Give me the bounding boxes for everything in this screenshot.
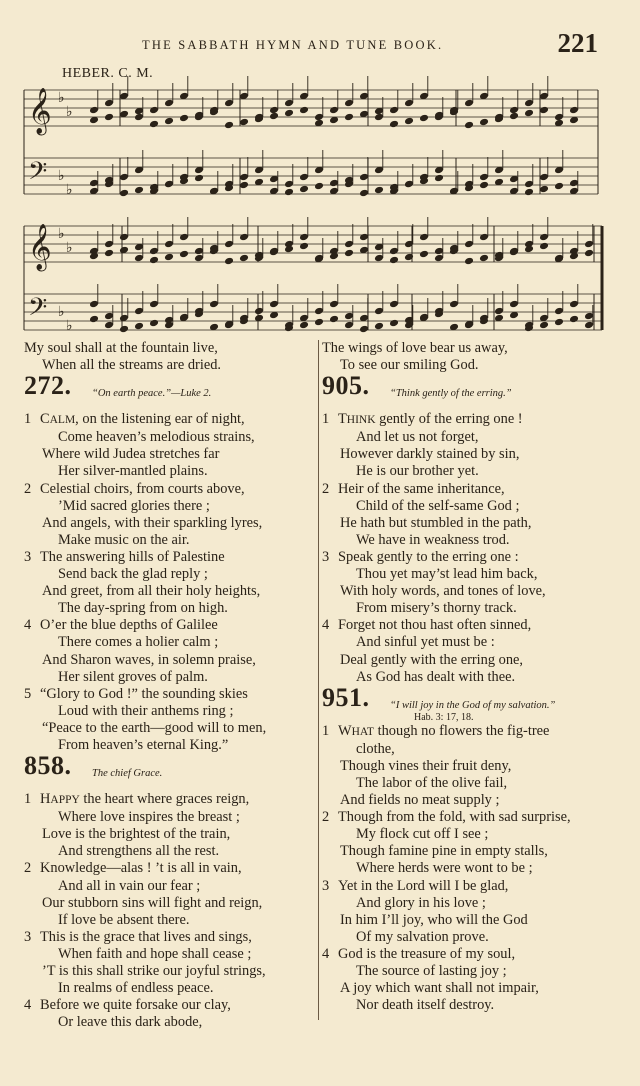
page-number: 221: [557, 28, 598, 58]
verse-text: There comes a holier calm ;: [58, 634, 219, 651]
verse-text: “Glory to God !” the sounding skies: [40, 685, 248, 702]
verse-line: [24, 532, 314, 549]
verse-line: [24, 686, 314, 703]
note-head: [539, 106, 549, 115]
left-hymns: [24, 371, 314, 1031]
stanza-number: 2: [24, 480, 32, 497]
continuation-line: To see our smiling God.: [340, 357, 479, 374]
verse-line: [322, 912, 634, 929]
verse-line: [322, 997, 634, 1014]
note-head: [299, 242, 309, 251]
column-divider: [318, 340, 319, 1020]
note-head: [239, 118, 249, 127]
flat-sign: ♭: [66, 240, 73, 256]
note-head: [479, 181, 489, 190]
verse-text: Though vines their fruit deny,: [340, 757, 512, 774]
initial-word-rest: APPY: [50, 794, 80, 807]
verse-text: And Sharon waves, in solemn praise,: [42, 651, 256, 668]
stanza-number: 4: [24, 617, 32, 634]
verse-text: Her silver-mantled plains.: [58, 463, 208, 480]
verse-line: [24, 826, 314, 843]
verse-line: [322, 758, 634, 775]
note-head: [404, 117, 414, 126]
running-title: THE SABBATH HYMN AND TUNE BOOK.: [142, 38, 444, 52]
verse-text: ’T is this shall strike our joyful strings,: [42, 963, 266, 979]
bass-clef: 𝄢: [28, 293, 48, 328]
verse-line: [24, 929, 314, 946]
right-column: [322, 340, 634, 1014]
verse-text: Though from the fold, with sad surprise,: [338, 809, 571, 826]
verse-text: Before we quite forsake our clay,: [40, 997, 231, 1014]
note-head: [359, 189, 369, 198]
verse-text: Forget not thou hast often sinned,: [338, 617, 532, 634]
initial-letter: C: [40, 411, 50, 428]
verse-text: ’Mid sacred glories there ;: [58, 497, 210, 514]
note-head: [524, 109, 534, 118]
verse-text: In him I’ll joy, who will the God: [340, 911, 528, 928]
verse-text: Loud with their anthems ring ;: [58, 702, 234, 719]
verse-text: As God has dealt with thee.: [356, 668, 516, 685]
verse-line: [322, 843, 634, 860]
note-head: [134, 322, 144, 331]
verse-line: [24, 566, 314, 583]
stanza-number: 3: [322, 548, 330, 565]
note-head: [164, 117, 174, 126]
verse-text: And glory in his love ;: [356, 894, 486, 911]
verse-text: Nor death itself destroy.: [356, 997, 495, 1014]
verse-text: And angels, with their sparkling lyres,: [42, 514, 263, 531]
stanza-number: 4: [24, 997, 32, 1014]
verse-text: the heart where graces reign,: [79, 791, 250, 808]
verse-line: [24, 549, 314, 566]
verse-text: Though famine pine in empty stalls,: [340, 843, 548, 860]
note-head: [104, 113, 114, 122]
verse-text: And all in vain our fear ;: [58, 877, 201, 894]
initial-letter: T: [338, 411, 347, 428]
verse-line: [322, 566, 634, 583]
note-head: [389, 256, 399, 265]
note-head: [149, 319, 159, 328]
stanza-number: 2: [24, 860, 32, 877]
hymn-header: [24, 371, 314, 411]
stanza-number: 1: [24, 791, 32, 808]
stanza-number: 1: [322, 411, 330, 428]
verse-line: [24, 912, 314, 929]
verse-text: Deal gently with the erring one,: [340, 651, 524, 668]
verse-text: God is the treasure of my soul,: [338, 945, 516, 962]
verse-text: Where herds were wont to be ;: [356, 860, 533, 877]
stanza-number: 3: [24, 548, 32, 565]
hymn-reference: “I will joy in the God of my salvation.”: [390, 699, 556, 711]
verse-text: Or leave this dark abode,: [58, 1014, 203, 1031]
verse-line: [322, 583, 634, 600]
note-head: [134, 186, 144, 195]
stanza-number: 1: [24, 411, 32, 428]
hymn-header: [24, 751, 314, 791]
music-score: [0, 0, 640, 340]
note-head: [509, 112, 519, 121]
verse-line: [322, 515, 634, 532]
verse-text: However darkly stained by sin,: [340, 446, 520, 463]
verse-text: Of my salvation prove.: [356, 928, 489, 945]
verse-text: He hath but stumbled in the path,: [340, 514, 532, 531]
verse-text: We have in weakness trod.: [356, 531, 510, 548]
verse-text: Celestial choirs, from courts above,: [40, 480, 245, 497]
note-head: [194, 174, 204, 183]
verse-line: [322, 481, 634, 498]
hymn-number: 905 .: [322, 377, 370, 394]
note-head: [584, 249, 594, 258]
verse-line: [322, 792, 634, 809]
verse-line: [24, 617, 314, 634]
flat-sign: ♭: [66, 318, 73, 334]
note-head: [329, 315, 339, 324]
verse-line: [322, 878, 634, 895]
treble-clef: 𝄞: [28, 88, 52, 134]
note-head: [569, 315, 579, 324]
flat-sign: ♭: [58, 90, 65, 106]
verse-line: [24, 669, 314, 686]
note-head: [479, 254, 489, 263]
note-head: [539, 185, 549, 194]
verse-line: [24, 498, 314, 515]
verse-line: [322, 634, 634, 651]
verse-text: Love is the brightest of the train,: [42, 826, 231, 843]
verse-text: A joy which want shall not impair,: [340, 980, 539, 997]
left-column: [24, 340, 314, 1031]
note-head: [554, 318, 564, 327]
verse-line: [24, 515, 314, 532]
verse-text: Where wild Judea stretches far: [42, 446, 220, 463]
verse-text: though no flowers the fig-tree: [373, 722, 550, 739]
verse-text: Send back the glad reply ;: [58, 566, 208, 583]
verse-text: Yet in the Lord will I be glad,: [338, 877, 509, 894]
verse-text: The source of lasting joy ;: [356, 963, 507, 979]
note-head: [524, 188, 534, 197]
verse-line: [24, 720, 314, 737]
stanza-number: 2: [322, 480, 330, 497]
right-hymns: [322, 371, 634, 1014]
flat-sign: ♭: [58, 304, 65, 320]
note-head: [434, 174, 444, 183]
verse-text: This is the grace that lives and sings,: [40, 928, 252, 945]
note-head: [179, 250, 189, 259]
verse-line: [322, 532, 634, 549]
verse-text: The labor of the olive fail,: [356, 774, 508, 791]
hymn-reference: The chief Grace.: [92, 768, 163, 780]
verse-line: [24, 583, 314, 600]
note-head: [539, 321, 549, 330]
note-head: [554, 182, 564, 191]
verse-text: clothe,: [356, 740, 395, 757]
verse-text: Thou yet may’st lead him back,: [356, 566, 538, 583]
note-head: [104, 249, 114, 258]
initial-word-rest: ALM: [49, 414, 76, 427]
hymn-number: 858 .: [24, 757, 72, 774]
note-head: [119, 189, 129, 198]
verse-text: The day-spring from on high.: [58, 600, 228, 617]
note-head: [224, 257, 234, 266]
verse-text: , on the listening ear of night,: [75, 411, 245, 428]
hymn-number: 272 .: [24, 377, 72, 394]
continuation-line: When all the streams are dried.: [42, 357, 222, 374]
note-head: [269, 112, 279, 121]
hymn-reference: “Think gently of the erring.”: [390, 388, 512, 400]
verse-text: Come heaven’s melodious strains,: [58, 429, 255, 446]
bass-clef: 𝄢: [28, 157, 48, 192]
initial-letter: W: [338, 722, 352, 739]
flat-sign: ♭: [58, 226, 65, 242]
verse-line: [322, 809, 634, 826]
verse-line: [24, 446, 314, 463]
verse-line: [322, 826, 634, 843]
stanza-number: 2: [322, 809, 330, 826]
verse-line: [322, 411, 634, 429]
verse-line: [322, 600, 634, 617]
verse-line: [322, 946, 634, 963]
verse-line: [24, 860, 314, 877]
note-head: [239, 254, 249, 263]
verse-text: From heaven’s eternal King.”: [58, 736, 229, 753]
verse-text: Her silent groves of palm.: [58, 668, 208, 685]
verse-text: From misery’s thorny track.: [356, 600, 517, 617]
verse-line: [322, 929, 634, 946]
treble-clef: 𝄞: [28, 224, 52, 270]
note-head: [164, 253, 174, 262]
hymn-reference-scripture: Hab. 3: 17, 18.: [414, 711, 474, 723]
hymn-reference: “On earth peace.”—Luke 2.: [92, 388, 212, 400]
verse-line: [322, 463, 634, 480]
note-head: [299, 106, 309, 115]
verse-line: [322, 498, 634, 515]
note-head: [374, 322, 384, 331]
note-head: [314, 182, 324, 191]
verse-line: [322, 963, 634, 980]
verse-line: [24, 481, 314, 498]
stanza-number: 3: [322, 877, 330, 894]
verse-text: And sinful yet must be :: [356, 634, 495, 651]
verse-line: [322, 775, 634, 792]
note-head: [89, 315, 99, 324]
verse-text: “Peace to the earth—good will to men,: [42, 719, 267, 736]
tune-name: HEBER. C. M.: [62, 66, 154, 81]
verse-line: [322, 446, 634, 463]
verse-text: And greet, from all their holy heights,: [42, 583, 261, 600]
note-head: [479, 118, 489, 127]
verse-line: [24, 791, 314, 809]
note-head: [344, 113, 354, 122]
continuation-line: The wings of love bear us away,: [322, 340, 508, 356]
note-head: [239, 181, 249, 190]
hymn-header: [322, 371, 634, 411]
note-head: [419, 250, 429, 259]
continuation-line: My soul shall at the fountain live,: [24, 340, 218, 356]
verse-text: And fields no meat supply ;: [340, 792, 500, 809]
verse-text: Our stubborn sins will fight and reign,: [42, 894, 263, 911]
staff-systems: [24, 76, 602, 334]
stanza-number: 3: [24, 928, 32, 945]
note-head: [149, 120, 159, 129]
verse-text: If love be absent there.: [58, 911, 190, 928]
verse-line: [322, 980, 634, 997]
initial-word-rest: HAT: [351, 725, 374, 738]
note-head: [359, 325, 369, 334]
note-head: [374, 186, 384, 195]
verse-line: [24, 878, 314, 895]
note-head: [299, 185, 309, 194]
verse-line: [24, 963, 314, 980]
verse-text: With holy words, and tones of love,: [340, 583, 546, 600]
verse-line: [322, 860, 634, 877]
note-head: [284, 109, 294, 118]
verse-text: Knowledge—alas ! ’t is all in vain,: [40, 860, 242, 877]
note-head: [224, 121, 234, 130]
stanza-number: 5: [24, 685, 32, 702]
note-head: [344, 249, 354, 258]
stanza-number: 4: [322, 617, 330, 634]
note-head: [389, 120, 399, 129]
verse-line: [322, 723, 634, 741]
note-head: [299, 321, 309, 330]
verse-line: [322, 429, 634, 446]
stanza-number: 4: [322, 945, 330, 962]
verse-text: Make music on the air.: [58, 531, 190, 548]
verse-line: [24, 703, 314, 720]
flat-sign: ♭: [58, 168, 65, 184]
verse-line: [24, 463, 314, 480]
verse-line: [24, 895, 314, 912]
verse-line: [322, 741, 634, 758]
note-head: [149, 256, 159, 265]
verse-line: [322, 895, 634, 912]
verse-text: Child of the self-same God ;: [356, 497, 520, 514]
flat-sign: ♭: [66, 104, 73, 120]
note-head: [179, 114, 189, 123]
note-head: [389, 319, 399, 328]
verse-line: [322, 652, 634, 669]
verse-text: He is our brother yet.: [356, 463, 479, 480]
verse-line: [24, 634, 314, 651]
note-head: [464, 257, 474, 266]
stanza-number: 1: [322, 722, 330, 739]
verse-text: In realms of endless peace.: [58, 980, 214, 997]
verse-line: [24, 980, 314, 997]
verse-text: Speak gently to the erring one :: [338, 548, 519, 565]
note-head: [419, 114, 429, 123]
verse-line: [24, 843, 314, 860]
verse-text: Heir of the same inheritance,: [338, 480, 505, 497]
hymn-number: 951 .: [322, 689, 370, 706]
verse-line: [24, 652, 314, 669]
verse-line: [322, 549, 634, 566]
initial-word-rest: HINK: [346, 414, 376, 427]
verse-line: [24, 1014, 314, 1031]
note-head: [314, 318, 324, 327]
verse-line: [24, 411, 314, 429]
flat-sign: ♭: [66, 182, 73, 198]
verse-text: When faith and hope shall cease ;: [58, 945, 252, 962]
verse-text: O’er the blue depths of Galilee: [40, 617, 218, 634]
verse-text: The answering hills of Palestine: [40, 548, 225, 565]
verse-line: [24, 997, 314, 1014]
note-head: [464, 121, 474, 130]
initial-letter: H: [40, 791, 51, 808]
verse-text: And strengthens all the rest.: [58, 843, 220, 860]
verse-text: Where love inspires the breast ;: [58, 809, 240, 826]
verse-text: gently of the erring one !: [375, 411, 523, 428]
verse-line: [322, 617, 634, 634]
verse-text: My flock cut off I see ;: [356, 826, 489, 843]
verse-text: And let us not forget,: [356, 429, 479, 446]
note-head: [119, 325, 129, 334]
verse-line: [24, 429, 314, 446]
verse-line: [24, 809, 314, 826]
note-head: [539, 242, 549, 251]
verse-line: [24, 946, 314, 963]
note-head: [284, 188, 294, 197]
hymn-header: [322, 682, 634, 723]
verse-line: [24, 600, 314, 617]
